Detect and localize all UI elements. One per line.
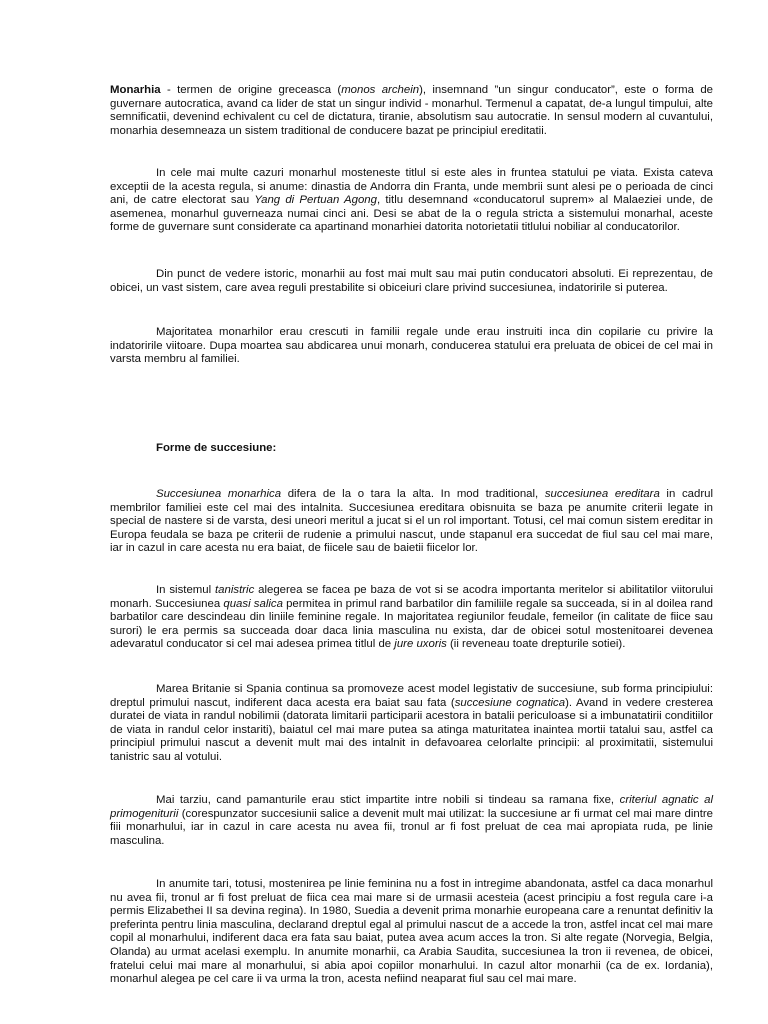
paragraph-tanistric — [110, 584, 713, 652]
text: permitea in primul rand barbatilor din familiile regale sa succeada, si in al doilea rand barbatilor care descindeau din liniile feminine regale. In majoritatea regiunilor feudale, femeilor (in calitate de fiice sau surori) le era permis sa succeada doar daca linia masculina nu exista, dar de obicei sotul mostenitoarei devenea adevaratul conducator si cel mai adesea primea titlul de — [110, 597, 713, 651]
paragraph-exceptions — [110, 167, 713, 235]
paragraph-agnatic — [110, 794, 713, 848]
text: Majoritatea monarhilor erau crescuti in familii regale unde erau instruiti inca din copilarie cu privire la indatoririle viitoare. Dupa moartea sau abdicarea unui monarh, conducerea statului era preluata de obicei de cel mai in varsta membru al familiei. — [110, 326, 713, 366]
text: ), insemnand ”un singur conducator”, este o forma de guvernare autocratica, avand ca lider de stat un singur individ - monarhul. Termenul a capatat, de-a lungul timpului, alte semnificatii, devenind echivalent cu cel de dictatura, tiranie, absolutism sau autocratie. In sensul modern al cuvantului, monarhia desemneaza un sistem traditional de conducere bazat pe principiul ereditatii. — [110, 84, 714, 137]
paragraph-history — [110, 268, 713, 295]
paragraph-britain-spain — [110, 683, 713, 765]
italic-term: quasi salica — [223, 597, 283, 610]
text: (ii reveneau toate drepturile sotiei). — [446, 638, 626, 651]
text: - termen de origine greceasca ( — [160, 84, 342, 96]
text: In anumite tari, totusi, mostenirea pe linie feminina nu a fost in intregime abandonata, astfel ca daca monarhul nu avea fii, tronul ar fi fost preluat de fiica cea mai mare si de urmasii acesteia (acest principiu a fost regula care i-a permis Elizabethei II sa devina regina). In 1980, Suedia a devenit prima monarhie europeana care a renuntat definitiv la preferinta pentru linia masculina, declarand dreptul egal al primului nascut de a accede la tron, astfel incat cel mai mare copil al monarhului, indiferent daca era fata sau baiat, putea avea acum acces la tron. Si alte regate (Norvegia, Belgia, Olanda) au urmat acelasi exemplu. In anumite monarhii, ca Arabia Saudita, succesiunea la tron ii revenea, de obicei, fratelui celui mai mare al monarhului, si abia apoi copiilor monarhului. In cazul altor monarhii (ca de ex. Iordania), monarhul alegea pe cel care ii va urma la tron, acesta nefiind neaparat fiul sau cel mai mare. — [110, 878, 713, 986]
paragraph-succession — [110, 488, 713, 556]
italic-term: succesiune cognatica — [454, 696, 566, 709]
italic-term: Yang di Pertuan Agong — [254, 194, 377, 207]
italic-term: Succesiunea monarhica — [156, 488, 282, 500]
text: alegerea se facea pe baza de vot si se acodra importanta meritelor si abilitatilor viitorului monarh. Succesiunea — [110, 584, 714, 610]
text: In cele mai multe cazuri monarhul mosteneste titlul si este ales in fruntea statului pe viata. Exista cateva exceptii de la acesta regula, si anume: dinastia de Andorra din Franta, unde membrii sunt alesi pe o perioada de cinci ani, de catre electorat sau — [110, 167, 713, 207]
italic-term: succesiunea ereditara — [544, 488, 660, 500]
text: Mai tarziu, cand pamanturile erau stict impartite intre nobili si tindeau sa ramana fixe, — [156, 794, 620, 806]
text: Marea Britanie si Spania continua sa promoveze acest model legistativ de succesiune, sub forma principiului: dreptul primului nascut, indiferent daca acesta era baiat sau fata ( — [110, 683, 713, 709]
text: difera de la o tara la alta. In mod traditional, — [281, 488, 545, 500]
text: in cadrul membrilor familiei este cel mai des intalnita. Succesiunea ereditara obisnuita se baza pe anumite criterii legate in special de nastere si de varsta, desi uneori meritul a jucat si el un rol important. Totusi, cel mai comun sistem ereditar in Europa feudala se baza pe criterii de rudenie a primului nascut, unde stapanul era succedat de fiul sau cel mai mare, iar in cazul in care acesta nu era baiat, de fiicele sau de baietii fiicelor lor. — [110, 488, 713, 555]
text: , titlu desemnand «conducatorul suprem» al Malaeziei unde, de asemenea, monarhul guverneaza numai cinci ani. Desi se abat de la o regula stricta a sistemului monarhal, aceste forme de guvernare sunt considerate ca apartinand monarhiei datorita notorietatii titlului nobiliar al conducatorilor. — [110, 194, 713, 234]
text: Din punct de vedere istoric, monarhii au fost mai mult sau mai putin conducatori absoluti. Ei reprezentau, de obicei, un vast sistem, care avea reguli prestabilite si obiceiuri clare privind succesiunea, indatoririle si puterea. — [110, 268, 713, 294]
term-monarhia: Monarhia — [110, 84, 161, 96]
paragraph-definition — [110, 84, 713, 138]
paragraph-female-line — [110, 878, 713, 987]
italic-term: tanistric — [215, 584, 255, 596]
text: ). Avand in vedere cresterea duratei de viata in randul nobilimii (datorata limitarii participarii acestora in batalii periculoase si a imbunatatirii conditiilor de viata in randul celor instariti), baiatul cel mai mare putea sa atinga maturitatea inaintea mortii tatalui sau, astfel ca principiul primului nascut a devenit mult mai des intalnit in defavoarea celorlalte principii: al proximitatii, sistemului tanistric sau al votului. — [110, 696, 713, 763]
italic-term: criteriul agnatic al primogeniturii — [110, 794, 714, 820]
paragraph-education — [110, 326, 713, 367]
italic-term: monos archein — [341, 84, 420, 96]
italic-term: jure uxoris — [394, 638, 447, 651]
section-heading: Forme de succesiune: — [156, 442, 277, 454]
text: (corespunzator succesiunii salice a devenit mult mai utilizat: la succesiune ar fi urmat cel mai mare dintre fiii monarhului, iar in cazul in care acesta nu avea fii, tronul ar fi fost preluat de cea mai apropiata ruda, pe linie masculina. — [110, 807, 713, 847]
text: In sistemul — [156, 584, 216, 596]
